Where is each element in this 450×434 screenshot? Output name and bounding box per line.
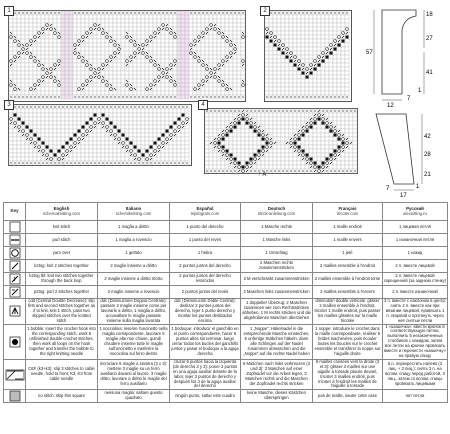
table-row bbox=[4, 221, 448, 234]
column-header-language: English bbox=[53, 205, 70, 211]
table-cell: yarn over bbox=[26, 247, 98, 260]
cable-icon bbox=[5, 369, 25, 381]
table-cell: 2 maglie insieme a diritto ritorto bbox=[98, 273, 170, 286]
chart-number-2: 2 bbox=[260, 6, 270, 16]
table-cell: 1 hebra bbox=[170, 247, 241, 260]
table-cell: p2tog: purl 2 stitches together bbox=[26, 286, 98, 299]
schematic-bottom-n2: 21 bbox=[424, 172, 431, 178]
symbol-cell bbox=[4, 286, 26, 299]
table-cell: 2 mailles ensemble à l'endroit torse bbox=[313, 273, 383, 286]
symbol-cell bbox=[4, 260, 26, 273]
table-cell: 1 maille envers bbox=[313, 234, 383, 247]
chart-3-grid bbox=[9, 105, 191, 165]
symbol-cell bbox=[4, 273, 26, 286]
table-cell: 1 maglia a rovescio bbox=[98, 234, 170, 247]
table-cell: keine Masche, dieses Kästchen überspringen bbox=[241, 390, 313, 403]
column-header-site: schemaknitting.com bbox=[42, 210, 80, 216]
column-header-site: tejidograts.com bbox=[190, 210, 220, 216]
column-header-language: Français bbox=[338, 205, 357, 211]
table-cell: no stitch: skip this square bbox=[26, 390, 98, 403]
chart-1 bbox=[8, 10, 246, 102]
schematic-bottom-n0: 42 bbox=[424, 134, 431, 140]
table-row bbox=[4, 286, 448, 299]
table-cell: cdd (Central Double Decrease): slip first and second stitches together as if to knit, knit 1 stitch, pass two slipped stitches over the knitted stitch bbox=[26, 299, 98, 325]
table-cell: 2 п. вместе лицевой bbox=[383, 260, 448, 273]
table-cell: 6 п. перекрестить налево (3 лиц. + 3 лиц.): снять 3 п. на вспом. спицу перед работой, 3 лиц., затем со вспом. спицы провязать лицевыми bbox=[383, 359, 448, 389]
no-stitch-icon bbox=[9, 390, 21, 402]
column-header-language: Русский bbox=[406, 205, 424, 211]
column-header bbox=[26, 203, 98, 221]
table-cell: 2 M verschränkt zusammenstricken bbox=[241, 273, 313, 286]
symbol-key-table bbox=[3, 202, 448, 403]
table-row bbox=[4, 299, 448, 325]
column-header-language: Deutsch bbox=[267, 205, 286, 211]
column-header bbox=[4, 203, 26, 221]
column-header-language: Italiano bbox=[125, 205, 142, 211]
table-cell: 1 Masche rechts bbox=[241, 221, 313, 234]
table-cell: k2tog tbl: knit two stitches together through the back loop bbox=[26, 273, 98, 286]
table-cell: C6F (k3+k3): slip 3 stitches to cable needle, hold to front, K3, K3 from cable needle bbox=[26, 359, 98, 389]
column-header-site: tricoter.com bbox=[336, 210, 359, 216]
schematic-top-n6: 12 bbox=[387, 103, 394, 109]
table-cell: 1 noppe: introduire le crochet dans la maille correspondante, réaliser 5 brides inachevées, puis écouler toutes les boucles sur le crochet ensemble et transférer la noppe sur l'aiguille droite bbox=[313, 324, 383, 359]
table-cell: 1 maille endroit bbox=[313, 221, 383, 234]
table-cell: incrociare 6 maglie a sinistra (3 x 3): mettere 3 maglie su un ferro ausiliario davanti al lavoro, 3 maglie dritto, lavorare a diritto le maglie del ferro ausiliario bbox=[98, 359, 170, 389]
schematic-bottom-n1: 28 bbox=[424, 152, 431, 158]
table-cell: 1 bobble: insert the crochet hook into the corresponding stitch, work 5 unfinished double crochet stitches, then work all loops on the hook together and transfer the bobble to the right knitting needle bbox=[26, 324, 98, 359]
blank-square-icon bbox=[9, 221, 21, 233]
table-cell: cruzar 6 puntos hacia la izquierda (de derecho 3 y 3): poner 3 puntos en una aguja auxiliar delante de la labor, tejer 3 puntos de derecho y después los 3 de la aguja auxiliar del derecho bbox=[170, 359, 241, 389]
symbol-cell bbox=[4, 359, 26, 389]
table-cell: 2 puntos juntos del derecho retorcidos bbox=[170, 273, 241, 286]
table-cell: nessuna maglia: saltare questo quadrato bbox=[98, 390, 170, 403]
table-cell: 1 jeté bbox=[313, 247, 383, 260]
table-cell: 2 puntos juntos del revés bbox=[170, 286, 241, 299]
table-cell: 1 «шишечка»: ввести крючок в соответствующую петлю, выполнить 5 незаконченных столбиков с накидом, затем все петли на крючке провязать вместе и перенести «шишечку» на правую спицу bbox=[384, 323, 446, 358]
table-cell: ddc (Diminuzione Doppia Centrale): passare 2 maglie insieme come per lavorarle a diritto, 1 maglia a diritto, accavallare le maglie passate insieme sulla maglia lavorata bbox=[98, 299, 170, 325]
p2tog-icon bbox=[9, 286, 21, 298]
schematic-top-n0: 57 bbox=[366, 50, 373, 56]
table-cell: 1 nocciolina: inserire l'uncinetto nella maglia corrispondente, lavorare 5 maglie alte non chiuse, quindi chiudere insieme tutte le maglie sull'uncinetto e trasferire la nocciolina sul ferro destro bbox=[98, 324, 170, 359]
column-header-site: schemiknitting.com bbox=[115, 210, 152, 216]
table-cell: 1 накид bbox=[383, 247, 448, 260]
chart-2 bbox=[264, 10, 352, 102]
table-cell: knit stitch bbox=[26, 221, 98, 234]
chart-4-grid bbox=[205, 109, 357, 173]
schematic-top-n1: 18 bbox=[426, 12, 433, 18]
table-row bbox=[4, 390, 448, 403]
table-cell: ningún punto, saltar este cuadro bbox=[170, 390, 241, 403]
symbol-cell bbox=[4, 390, 26, 403]
table-cell: 6 mailles croisées vers la droite (3 et 3): glisser 3 mailles sur une aiguille à torsade placée devant, tricoter 3 mailles endroit, puis tricoter à l'endroit les mailles de l'aiguille à torsade bbox=[313, 359, 383, 389]
schematic-top bbox=[360, 4, 446, 109]
schematic-top-drawing bbox=[360, 4, 446, 109]
horizontal-line-icon bbox=[9, 234, 21, 246]
bobble-icon bbox=[9, 336, 21, 348]
symbol-cell bbox=[4, 247, 26, 260]
column-header bbox=[313, 203, 383, 221]
chart-1-grid bbox=[9, 11, 245, 101]
column-header-site: alexnitting.ru bbox=[403, 210, 427, 216]
chart-number-4: 4 bbox=[198, 100, 208, 110]
column-header bbox=[98, 203, 170, 221]
table-cell: 1 изнаночная петля bbox=[383, 234, 448, 247]
column-header bbox=[383, 203, 448, 221]
table-row bbox=[4, 273, 448, 286]
table-header-row bbox=[4, 203, 448, 221]
schematic-top-n4: 1 bbox=[418, 88, 422, 94]
symbol-cell bbox=[4, 234, 26, 247]
k2tog-icon bbox=[9, 260, 21, 272]
table-cell: 1 punto del revés bbox=[170, 234, 241, 247]
table-cell: 2 maglie insieme a diritto bbox=[98, 260, 170, 273]
table-cell: 2 maglie insieme a rovescio bbox=[98, 286, 170, 299]
table-cell: 1 bodoque: introducir el ganchillo en el punto correspondiente, hacer 5 puntos altos sin terminar, luego cerrar todos los bucles del ganchillo juntos y pasar el bodoque a la aguja derecha bbox=[170, 324, 241, 359]
table-cell: diminution double verticale: glisser 2 mailles ensemble à l'endroit, tricoter 1 maille endroit, puis passer les mailles glissées sur la maille tricotée bbox=[314, 298, 381, 323]
table-cell: 1 gettato bbox=[98, 247, 170, 260]
table-row bbox=[4, 234, 448, 247]
column-header bbox=[241, 203, 313, 221]
schematic-top-n3: 27 bbox=[426, 36, 433, 42]
table-cell: 1 Masche links bbox=[241, 234, 313, 247]
table-cell: pas de maille, sauter cette case bbox=[313, 390, 383, 403]
chart-3 bbox=[8, 104, 192, 166]
direction-label: A bbox=[262, 172, 267, 178]
table-cell: нет петли bbox=[383, 390, 448, 403]
column-header-language: Key bbox=[10, 208, 19, 214]
schematic-bottom-n4: 7 bbox=[386, 186, 390, 192]
cdd-icon bbox=[9, 305, 21, 317]
direction-arrow: ↑ A bbox=[258, 172, 267, 178]
table-cell: k2tog: knit 2 stitches together bbox=[26, 260, 98, 273]
table-cell: 1 maglia a diritto bbox=[98, 221, 170, 234]
table-cell: 2 mailles ensemble à l'endroit bbox=[313, 260, 383, 273]
table-cell: purl stitch bbox=[26, 234, 98, 247]
chart-2-grid bbox=[265, 11, 351, 101]
column-header-site: strick-anleitung.com bbox=[257, 210, 296, 216]
schematic-bottom bbox=[360, 110, 446, 205]
chart-number-1: 1 bbox=[4, 6, 14, 16]
table-cell: 3 п. вместе с наклоном в центр: снять 2 п. вместе как при вязании лицевой, провязать 1 п. лицевой и протянуть через неё снятые петли bbox=[384, 298, 447, 323]
table-cell: 2 mailles ensemble à l'envers bbox=[313, 286, 383, 299]
table-cell: 2 Maschen links zusammenstricken bbox=[241, 286, 313, 299]
table-row bbox=[4, 324, 448, 359]
table-cell: 2 п. вместе изнаночной bbox=[383, 286, 448, 299]
column-header bbox=[170, 203, 241, 221]
schematic-top-n5: 7 bbox=[407, 96, 411, 102]
table-cell: 6 Maschen nach links verkreuzen (3 und 3): 3 Maschen auf einer Zopfnadel vor die Arbeit legen, 3 Maschen rechts und die Maschen der Zopfnadel rechts stricken bbox=[241, 359, 313, 389]
schematic-bottom-drawing bbox=[360, 110, 446, 200]
column-header-language: Español bbox=[196, 205, 214, 211]
table-row bbox=[4, 359, 448, 389]
schematic-top-n2: 41 bbox=[426, 70, 433, 76]
k2tog-tbl-icon bbox=[9, 273, 21, 285]
schematic-bottom-n3: 1 bbox=[416, 184, 420, 190]
table-cell: 2 puntos juntos del derecho bbox=[170, 260, 241, 273]
table-cell: ddc (Disminución Doble Central): deslizar 2 puntos juntos del derecho, tejer 1 punto derecho y montar los puntos deslizados encima bbox=[170, 299, 241, 325]
table-cell: 2 Maschen rechts zusammenstricken bbox=[241, 260, 313, 273]
schematic-bottom-n5: 17 bbox=[400, 193, 407, 199]
table-cell: 1 „Noppe“: Häkelnadel in die entsprechende Masche einstechen, 5 unfertige Stäbchen häkeln, dann alle Schlingen auf der Nadel zusammen abmaschen und die „Noppe“ auf die rechte Nadel heben bbox=[241, 324, 313, 359]
table-cell: 1 punto del derecho bbox=[170, 221, 241, 234]
table-row bbox=[4, 260, 448, 273]
table-cell: 1 лицевая петля bbox=[383, 221, 448, 234]
table-cell: 1 Umschlag bbox=[241, 247, 313, 260]
table-row bbox=[4, 247, 448, 260]
symbol-cell bbox=[4, 324, 26, 359]
table-cell: 2 п. вместе лицевой скрещенной (за заднюю стенку) bbox=[383, 273, 448, 286]
symbol-cell bbox=[4, 299, 26, 325]
chart-4 bbox=[204, 108, 358, 174]
table-cell: 1 doppelter Überzug: 2 Maschen zusammen wie zum Rechtsstricken abheben, 1 M rechts stricken und die abgehobenen Maschen überziehen bbox=[241, 299, 313, 325]
symbol-cell bbox=[4, 221, 26, 234]
yarn-over-circle-icon bbox=[9, 247, 21, 259]
chart-number-3: 3 bbox=[4, 100, 14, 110]
